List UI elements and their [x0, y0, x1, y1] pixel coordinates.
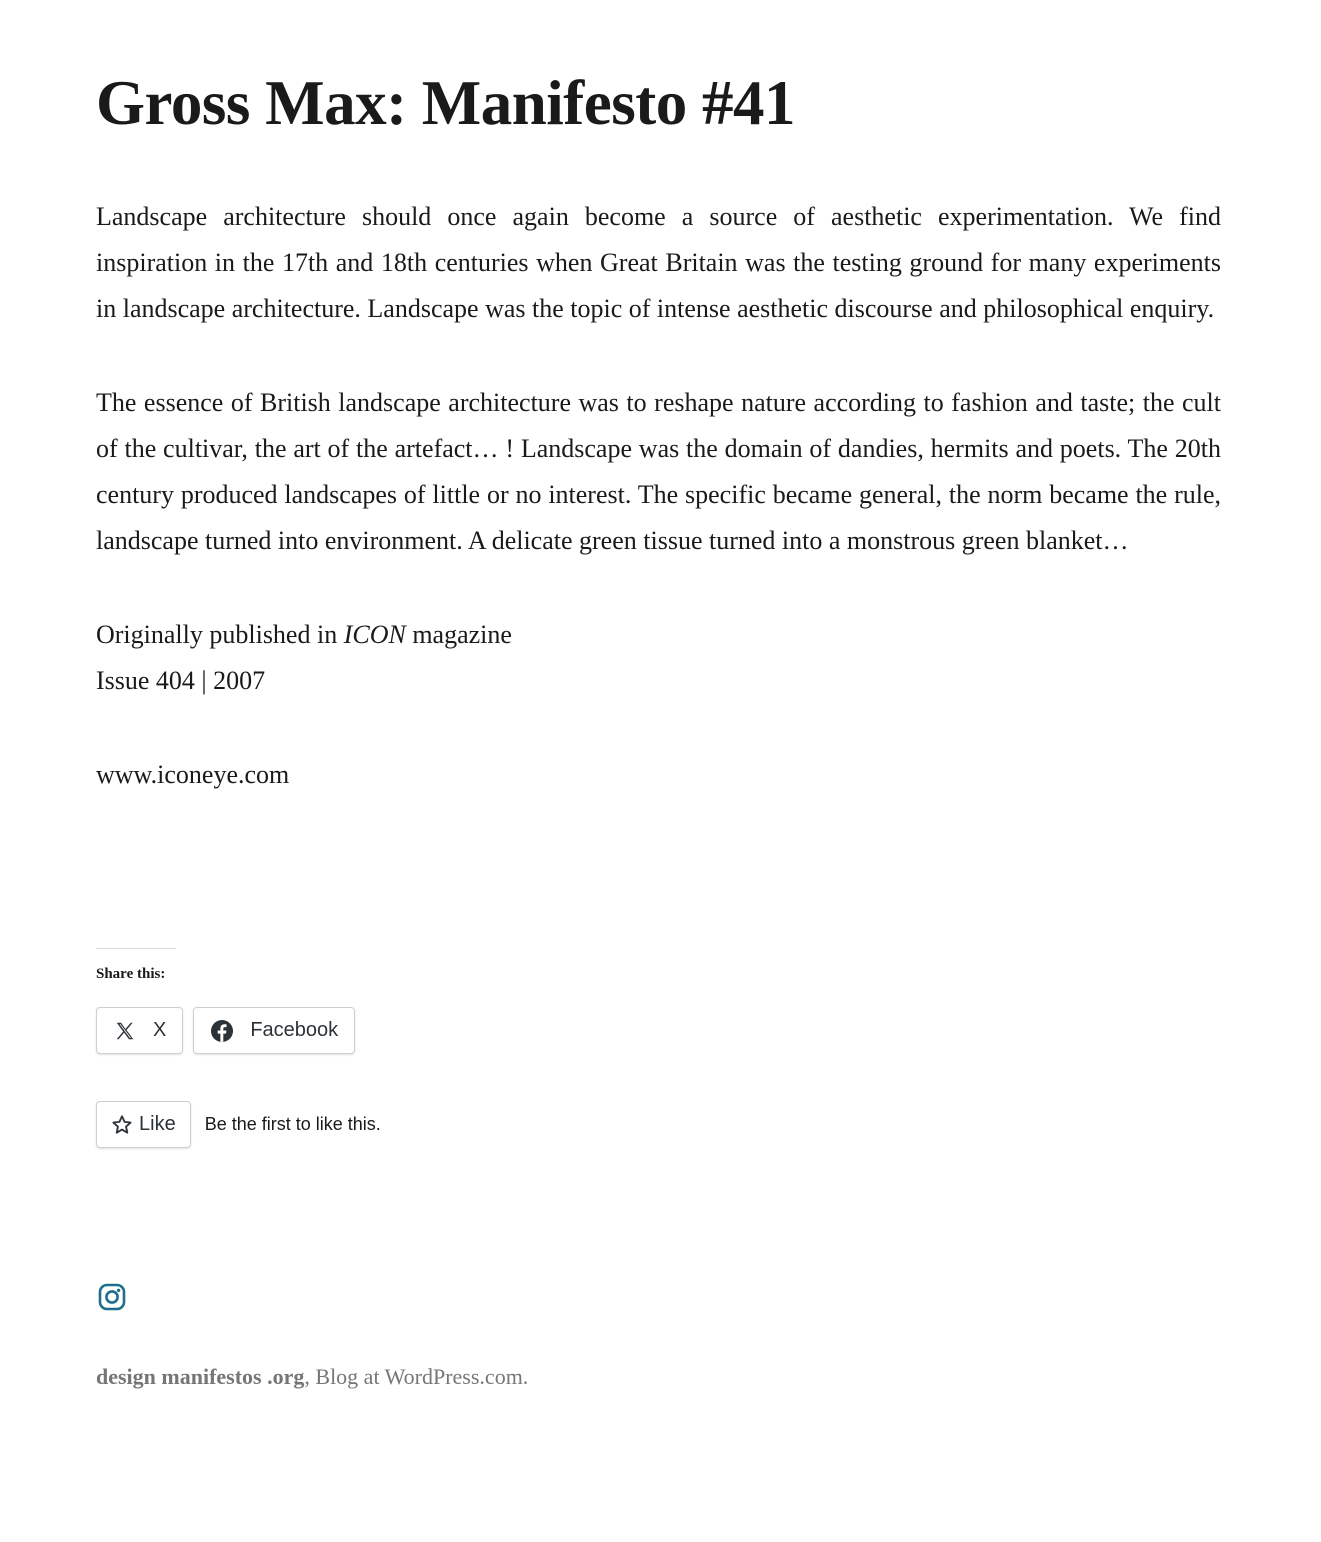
source-prefix: Originally published in [96, 620, 344, 649]
share-section [96, 948, 339, 1041]
post-title: Gross Max: Manifesto #41 [96, 68, 795, 138]
like-button[interactable] [96, 1101, 191, 1148]
like-label: Like [139, 1113, 176, 1135]
issue-info: Issue 404 | 2007 [96, 666, 266, 695]
source-suffix: magazine [405, 620, 512, 649]
star-icon [111, 1114, 133, 1136]
share-x-button[interactable] [96, 1007, 183, 1054]
share-facebook-label: Facebook [250, 1019, 339, 1041]
footer-separator: , [304, 1364, 316, 1389]
post-paragraph-2: The essence of British landscape architecture was to reshape nature according to fashion and taste; the cult of the cultivar, the art of the artefact… ! Landscape was the domain of dandies, hermits and poets. The 20th century produced landscapes of little or no interest. The specific became general, the norm became the rule, landscape turned into environment. A delicate green tissue turned into a monstrous green blanket… [96, 388, 1221, 555]
site-footer [96, 1364, 528, 1390]
share-facebook-button[interactable] [193, 1007, 355, 1054]
magazine-name: ICON [343, 620, 406, 649]
instagram-link[interactable] [96, 1281, 128, 1313]
like-widget [96, 1101, 381, 1148]
footer-site-link[interactable]: design manifestos .org [96, 1364, 305, 1389]
share-divider [96, 948, 176, 949]
publication-source [96, 612, 1221, 704]
footer-wordpress-link[interactable]: Blog at WordPress.com. [315, 1364, 529, 1389]
share-x-label: X [153, 1019, 167, 1041]
post-body [96, 194, 1221, 846]
like-status: Be the first to like this. [204, 1114, 381, 1134]
facebook-icon [210, 1019, 234, 1043]
share-buttons [96, 1007, 355, 1054]
share-heading: Share this: [96, 966, 166, 982]
source-url: www.iconeye.com [96, 760, 290, 789]
instagram-icon [96, 1281, 128, 1313]
post-paragraph-1: Landscape architecture should once again become a source of aesthetic experimentation. We find inspiration in the 17th and 18th centuries when Great Britain was the testing ground for many experiments in landscape architecture. Landscape was the topic of intense aesthetic discourse and philosophical enquiry. [96, 202, 1221, 323]
x-logo-icon [113, 1019, 137, 1043]
